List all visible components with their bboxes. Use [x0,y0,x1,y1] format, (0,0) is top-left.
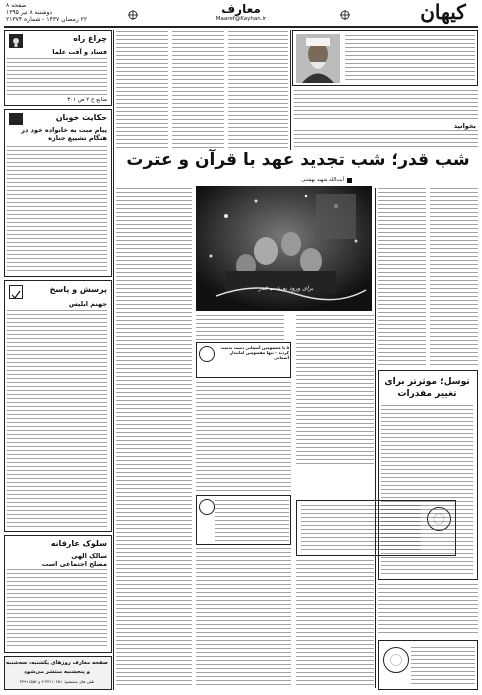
hekayat-text [7,146,107,274]
center-bottom-right [296,560,374,688]
portrait-photo [296,34,340,83]
center-col-right [296,315,374,465]
porsesh-text [7,310,107,528]
top-article-col3 [228,31,288,149]
byline-text: آیت‌الله شهید بهشتی [301,177,344,183]
quote-2-text [215,500,289,542]
schedule-line2: و پنجشنبه منتشر می‌شود [24,669,90,675]
quote-box-2 [196,495,291,545]
chiragh-rah-title: چراغ راه [73,34,107,43]
page-label: صفحه ۸ [6,2,27,9]
salek-heading: سالک الهی [71,552,107,560]
tawassol-title-1: توسل؛ موثرتر برای [384,377,470,387]
porsesh-heading: جهنم ابلیس [68,300,107,308]
right-col-bottom [378,584,478,634]
issue-line: ۲۲ رمضان ۱۴۳۷ - شماره ۲۱۳۷۴ [6,16,88,23]
masthead [0,0,482,27]
center-col-mid [196,315,284,340]
center-col-mid2 [196,382,291,492]
top-article-col2 [172,31,224,149]
hekayat-title: حکایت خوبان [55,113,107,122]
ornament-icon-4 [383,647,409,673]
schedule-box [4,656,112,690]
porsesh-box [4,280,112,532]
top-story-box [292,30,478,86]
soluk-box [4,535,112,653]
chiragh-rah-text [7,58,107,96]
center-col-left [116,188,192,688]
porsesh-title: پرسش و پاسخ [49,285,107,294]
col-divider-1 [113,30,114,690]
chiragh-rah-source: منابع ج ۲ ص ۳۰۱ [67,97,107,103]
top-right-text2 [294,130,478,150]
masthead-rule [4,26,478,28]
date-line: دوشنبه ۸ تیر ۱۳۹۵ [6,9,53,16]
check-icon [9,285,23,299]
schedule-phone: تلفن های مستقیم: ۳۳۱۱۰۲۵۱-۲ و ۳۳۹۱۱۵۵۶ [19,679,95,684]
book-icon [9,113,23,125]
center-col-mid3 [196,548,291,688]
compass-right-icon [340,5,350,15]
byline [301,176,352,184]
col-divider-3 [290,30,291,150]
ornament-icon [199,346,215,362]
lamp-icon [9,34,23,48]
top-right-text [294,90,478,120]
main-headline: شب قدر؛ شب تجدید عهد با قرآن و عترت [126,150,470,170]
top-article-col1 [116,31,168,149]
left-sidebar [4,30,112,692]
soluk-title: سلوک عارفانه [50,539,107,548]
schedule-line1: صفحه معارف روزهای یکشنبه، سه‌شنبه [6,660,108,666]
section-email: Maaref@Kayhan.ir [215,16,267,22]
chiragh-rah-heading: فساد و آفت علما [52,48,107,56]
right-col-1 [378,188,426,368]
section-title: معارف [221,2,261,16]
tawassol-text [381,405,473,577]
salek-sub: مصلح اجتماعی است [41,560,107,568]
quote-box-1 [196,342,291,378]
quote-1-text: ۵ تا معصومین آسمانی دست بدست کردند - تنها مقصومین امانتدار آسمانی [220,345,289,360]
top-subhead: بخوانید [453,122,476,130]
bottom-right-text [411,647,475,687]
top-story-text [345,35,475,83]
hekayat-box [4,109,112,277]
soluk-text [7,569,107,649]
right-col-2 [430,188,478,368]
ornament-icon-2 [199,499,215,515]
tawassol-title-2: تغییر مقدرات [397,389,457,399]
col-divider-2 [375,188,376,688]
kayhan-logo: کیهان [420,0,466,24]
byline-marker-icon [347,178,352,183]
bottom-right-box [378,640,478,690]
hekayat-heading: پیام مبت به خانواده خود در هنگام تشییع جنازه [21,126,107,142]
chiragh-rah-box [4,30,112,106]
tawassol-box [378,370,478,580]
image-caption: برای ورود به شب قدر [258,285,314,292]
compass-left-icon [128,5,138,15]
main-image [196,186,372,311]
